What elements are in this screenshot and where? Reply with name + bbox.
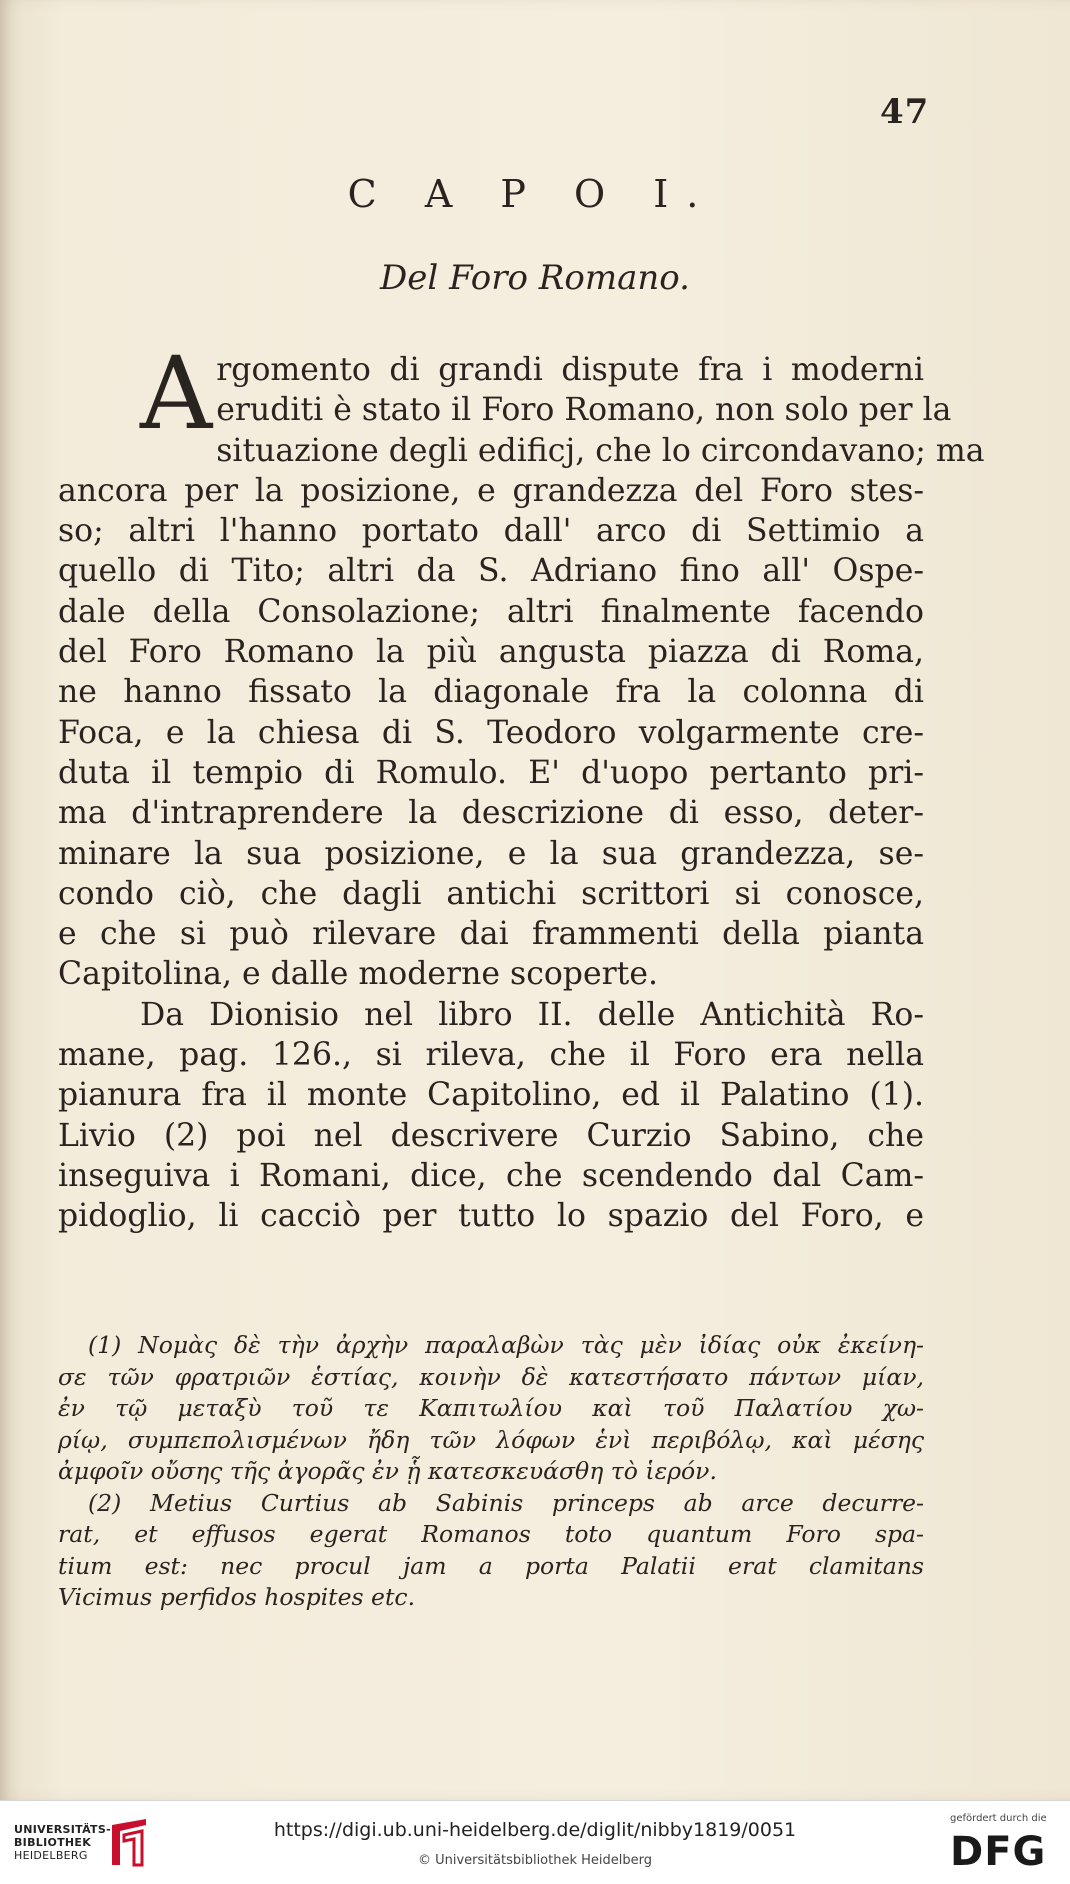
body-line: ne hanno fissato la diagonale fra la colonna di xyxy=(58,674,924,711)
body-line: ancora per la posizione, e grandezza del Foro stes- xyxy=(58,472,924,509)
body-line: so; altri l'hanno portato dall' arco di Settimio a xyxy=(58,513,924,550)
footnote-line: (2) Metius Curtius ab Sabinis princeps ab arce decurre- xyxy=(88,1488,924,1517)
body-line: e che si può rilevare dai frammenti della pianta xyxy=(58,916,924,953)
footnotes xyxy=(58,1330,924,1614)
body-line: situazione degli edificj, che lo circondavano; ma xyxy=(216,432,985,469)
body-line: Livio (2) poi nel descrivere Curzio Sabino, che xyxy=(58,1117,924,1154)
body-line: pidoglio, li cacciò per tutto lo spazio del Foro, e xyxy=(58,1198,924,1235)
viewer-footer xyxy=(0,1800,1070,1884)
footnote-line: Vicimus perfidos hospites etc. xyxy=(58,1583,416,1611)
footnote-line: rat, et effusos egerat Romanos toto quantum Foro spa- xyxy=(58,1520,924,1548)
footnote-line: ἐν τῷ μεταξὺ τοῦ τε Καπιτωλίου καὶ τοῦ Παλατίου χω- xyxy=(58,1394,924,1422)
body-line: Da Dionisio nel libro II. delle Antichità Ro- xyxy=(140,996,924,1033)
library-name-line: BIBLIOTHEK xyxy=(14,1836,92,1849)
body-line: ma d'intraprendere la descrizione di esso, deter- xyxy=(58,795,924,832)
copyright-notice: © Universitätsbibliothek Heidelberg xyxy=(417,1853,652,1868)
dfg-logo[interactable]: DFG xyxy=(950,1829,1047,1875)
body-line: rgomento di grandi dispute fra i moderni xyxy=(216,352,924,388)
dfg-caption: gefördert durch die xyxy=(950,1813,1047,1824)
body-line: inseguiva i Romani, dice, che scendendo dal Cam- xyxy=(58,1157,924,1194)
body-line: eruditi è stato il Foro Romano, non solo per la xyxy=(216,392,952,429)
body-line: mane, pag. 126., si rileva, che il Foro era nella xyxy=(58,1037,924,1074)
footnote-line: ρίῳ, συμπεπολισμένων ἤδη τῶν λόφων ἑνὶ περιβόλῳ, καὶ μέσης xyxy=(58,1425,924,1454)
body-line: duta il tempio di Romulo. E' d'uopo pertanto pri- xyxy=(58,754,924,791)
footnote-line: tium est: nec procul jam a porta Palatii erat clamitans xyxy=(58,1551,924,1580)
body-line: Capitolina, e dalle moderne scoperte. xyxy=(58,956,658,993)
page-url-link[interactable]: https://digi.ub.uni-heidelberg.de/diglit/nibby1819/0051 xyxy=(273,1819,797,1841)
body-line: dale della Consolazione; altri finalmente facendo xyxy=(58,593,924,630)
chapter-heading: C A P O I. xyxy=(347,172,717,216)
footnote-line: (1) Νομὰς δὲ τὴν ἀρχὴν παραλαβὼν τὰς μὲν ἰδίας οὐκ ἐκείνη- xyxy=(88,1331,924,1359)
body-text xyxy=(58,335,985,1237)
footnote-line: ἀμφοῖν οὔσης τῆς ἀγορᾶς ἐν ᾗ κατεσκευάσθη τὸ ἱερόν. xyxy=(58,1457,717,1485)
body-line: Foca, e la chiesa di S. Teodoro volgarmente cre- xyxy=(58,714,924,751)
chapter-subtitle: Del Foro Romano. xyxy=(380,258,690,298)
page-number: 47 xyxy=(880,92,930,132)
library-name-line: HEIDELBERG xyxy=(14,1849,88,1862)
footnote-line: σε τῶν φρατριῶν ἑστίας, κοινὴν δὲ κατεστήσατο πάντων μίαν, xyxy=(58,1362,924,1391)
library-name-line: UNIVERSITÄTS- xyxy=(14,1823,111,1836)
body-line: quello di Tito; altri da S. Adriano fino all' Ospe- xyxy=(58,553,924,590)
body-line: minare la sua posizione, e la sua grandezza, se- xyxy=(58,835,924,872)
body-line: del Foro Romano la più angusta piazza di Roma, xyxy=(58,634,924,671)
drop-cap: A xyxy=(140,335,213,452)
body-line: condo ciò, che dagli antichi scrittori si conosce, xyxy=(58,875,924,912)
body-line: pianura fra il monte Capitolino, ed il Palatino (1). xyxy=(58,1077,924,1114)
